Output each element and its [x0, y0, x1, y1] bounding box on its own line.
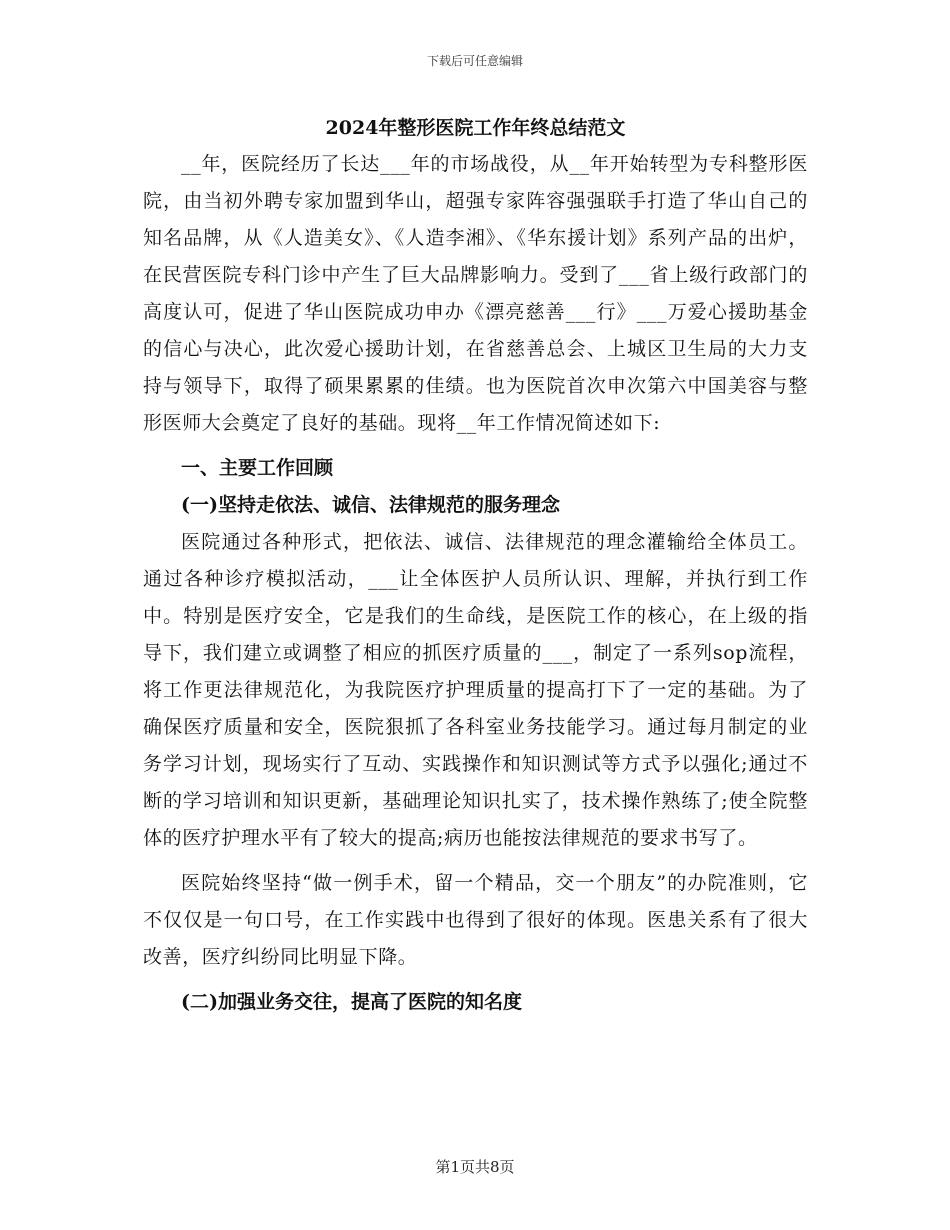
subsection-heading-1: (一)坚持走依法、诚信、法律规范的服务理念: [181, 494, 560, 516]
header-note: 下载后可任意编辑: [426, 54, 523, 68]
paragraph-hospital-principle: 医院始终坚持“做一例手术，留一个精品，交一个朋友”的办院准则，它不仅仅是一句口号，在工作实践中也得到了很好的体现。医患关系有了很大改善，医疗纠纷同比明显下降。: [143, 872, 808, 968]
document-body: [143, 112, 808, 1021]
paragraph-intro: __年，医院经历了长达___年的市场战役，从__年开始转型为专科整形医院，由当初外聘专家加盟到华山，超强专家阵容强强联手打造了华山自己的知名品牌，从《人造美女》、《人造李湘》、《华东援计划》系列产品的出炉，在民营医院专科门诊中产生了巨大品牌影响力。受到了___省上级行政部门的高度认可，促进了华山医院成功申办《漂亮慈善___行》___万爱心援助基金的信心与决心，此次爱心援助计划，在省慈善总会、上城区卫生局的大力支持与领导下，取得了硕果累累的佳绩。也为医院首次申次第六中国美容与整形医师大会奠定了良好的基础。现将__年工作情况简述如下:: [143, 153, 808, 434]
section-heading-main-review: 一、主要工作回顾: [181, 457, 334, 479]
page-number-footer: 第1页共8页: [435, 1158, 515, 1176]
subsection-heading-2: (二)加强业务交往，提高了医院的知名度: [181, 991, 522, 1013]
paragraph-service-concept: 医院通过各种形式，把依法、诚信、法律规范的理念灌输给全体员工。通过各种诊疗模拟活动，___让全体医护人员所认识、理解，并执行到工作中。特别是医疗安全，它是我们的生命线，是医院工作的核心，在上级的指导下，我们建立或调整了相应的抓医疗质量的___，制定了一系列sop流程，将工作更法律规范化，为我院医疗护理质量的提高打下了一定的基础。为了确保医疗质量和安全，医院狠抓了各科室业务技能学习。通过每月制定的业务学习计划，现场实行了互动、实践操作和知识测试等方式予以强化;通过不断的学习培训和知识更新，基础理论知识扎实了，技术操作熟练了;使全院整体的医疗护理水平有了较大的提高;病历也能按法律规范的要求书写了。: [143, 531, 808, 849]
document-title: 2024年整形医院工作年终总结范文: [325, 117, 626, 139]
